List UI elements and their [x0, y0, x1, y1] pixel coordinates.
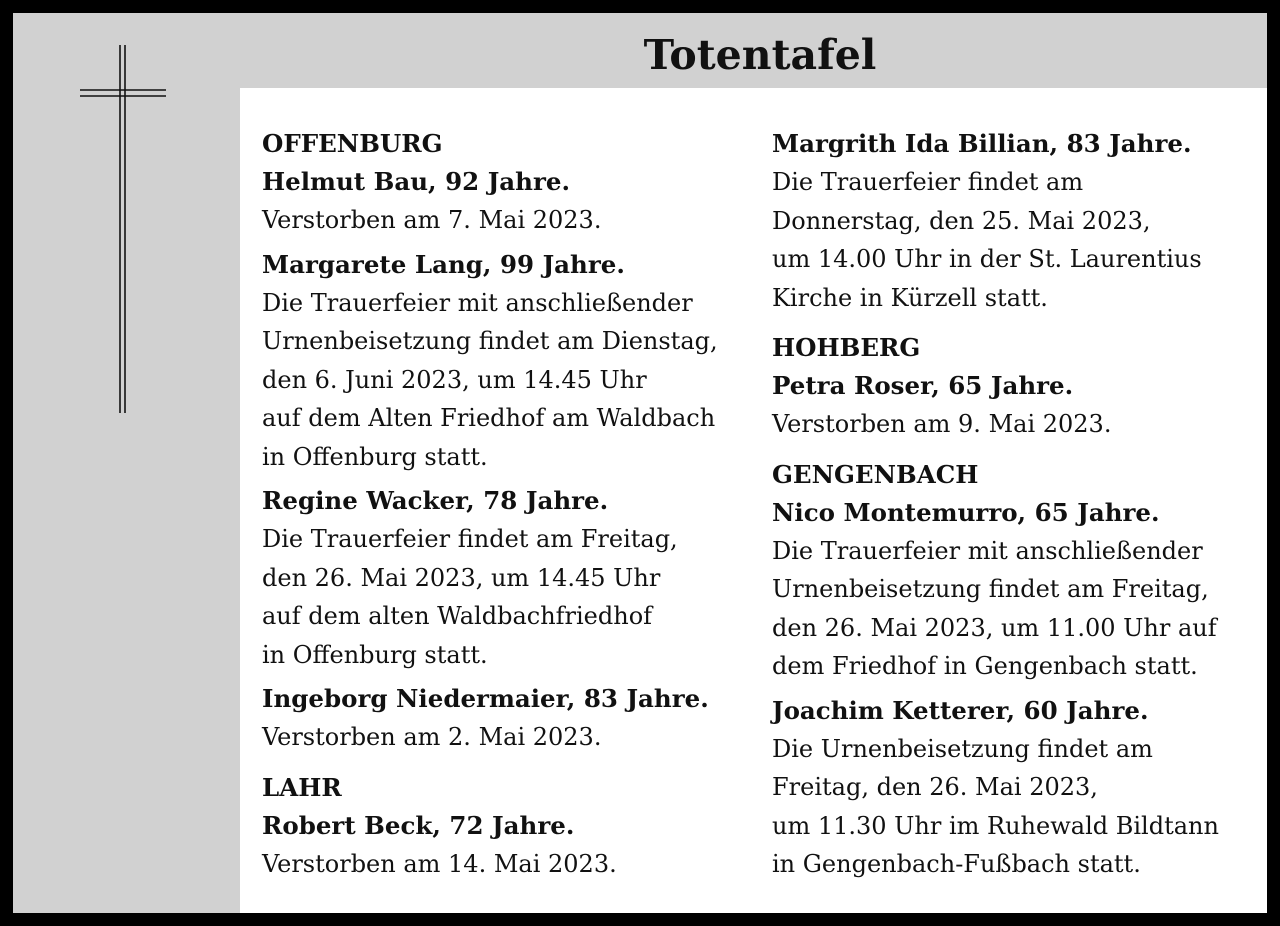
region-heading: OFFENBURG — [262, 129, 443, 158]
entry-text-line: in Gengenbach-Fußbach statt. — [772, 850, 1141, 878]
entry-text-line: Die Trauerfeier mit anschließender — [772, 536, 1203, 565]
obituary-entry — [772, 494, 1252, 686]
deceased-name: Robert Beck, 72 Jahre. — [262, 810, 575, 840]
entry-text-line: Verstorben am 9. Mai 2023. — [772, 410, 1112, 438]
entry-text-line: auf dem Alten Friedhof am Waldbach — [262, 404, 716, 432]
deceased-name: Regine Wacker, 78 Jahre. — [262, 486, 609, 515]
deceased-name: Ingeborg Niedermaier, 83 Jahre. — [262, 684, 709, 713]
entry-text-line: um 14.00 Uhr in der St. Laurentius — [772, 245, 1202, 273]
region-heading: LAHR — [262, 772, 342, 802]
entry-text-line: Die Urnenbeisetzung findet am — [772, 734, 1153, 763]
entry-text-line: dem Friedhof in Gengenbach statt. — [772, 652, 1198, 680]
column-right — [772, 125, 1252, 890]
column-left — [262, 125, 762, 889]
obituary-entry — [262, 246, 762, 477]
entry-text-line: Verstorben am 14. Mai 2023. — [262, 849, 617, 878]
entry-text-line: den 6. Juni 2023, um 14.45 Uhr — [262, 365, 647, 394]
obituary-notice — [13, 13, 1267, 913]
entry-text-line: Freitag, den 26. Mai 2023, — [772, 773, 1098, 801]
region-heading: HOHBERG — [772, 333, 921, 362]
obituary-entry — [262, 163, 762, 240]
entry-text-line: Urnenbeisetzung findet am Dienstag, — [262, 327, 718, 355]
obituary-entry — [262, 680, 762, 757]
entry-text-line: Verstorben am 7. Mai 2023. — [262, 206, 602, 234]
region-block — [262, 125, 762, 757]
deceased-name: Helmut Bau, 92 Jahre. — [262, 167, 571, 196]
entry-text-line: den 26. Mai 2023, um 14.45 Uhr — [262, 563, 661, 592]
region-block — [772, 329, 1252, 444]
obituary-entry — [262, 807, 762, 884]
region-block — [262, 769, 762, 884]
cross-icon — [79, 43, 169, 415]
entry-text-line: Urnenbeisetzung findet am Freitag, — [772, 575, 1209, 603]
deceased-name: Margarete Lang, 99 Jahre. — [262, 249, 625, 279]
entry-text-line: um 11.30 Uhr im Ruhewald Bildtann — [772, 811, 1219, 840]
entry-text-line: Die Trauerfeier mit anschließender — [262, 288, 693, 317]
entry-text-line: auf dem alten Waldbachfriedhof — [262, 602, 653, 630]
obituary-entry — [772, 692, 1252, 884]
obituary-entry — [262, 482, 762, 674]
entry-text-line: Die Trauerfeier findet am Freitag, — [262, 525, 678, 553]
deceased-name: Nico Montemurro, 65 Jahre. — [772, 497, 1160, 527]
entry-text-line: in Offenburg statt. — [262, 442, 488, 471]
deceased-name: Margrith Ida Billian, 83 Jahre. — [772, 129, 1192, 158]
obituary-entry — [772, 125, 1252, 317]
entry-text-line: in Offenburg statt. — [262, 640, 488, 669]
entry-text-line: Die Trauerfeier findet am — [772, 168, 1084, 196]
entry-text-line: den 26. Mai 2023, um 11.00 Uhr auf — [772, 613, 1217, 642]
deceased-name: Petra Roser, 65 Jahre. — [772, 371, 1074, 400]
entry-text-line: Verstorben am 2. Mai 2023. — [262, 723, 602, 751]
region-heading: GENGENBACH — [772, 459, 979, 489]
entry-text-line: Donnerstag, den 25. Mai 2023, — [772, 206, 1151, 235]
region-block — [772, 456, 1252, 884]
obituary-entry — [772, 367, 1252, 444]
entry-text-line: Kirche in Kürzell statt. — [772, 283, 1048, 312]
region-block — [772, 125, 1252, 317]
obituary-panel — [240, 88, 1267, 913]
deceased-name: Joachim Ketterer, 60 Jahre. — [772, 695, 1149, 725]
page-title: Totentafel — [643, 31, 877, 79]
